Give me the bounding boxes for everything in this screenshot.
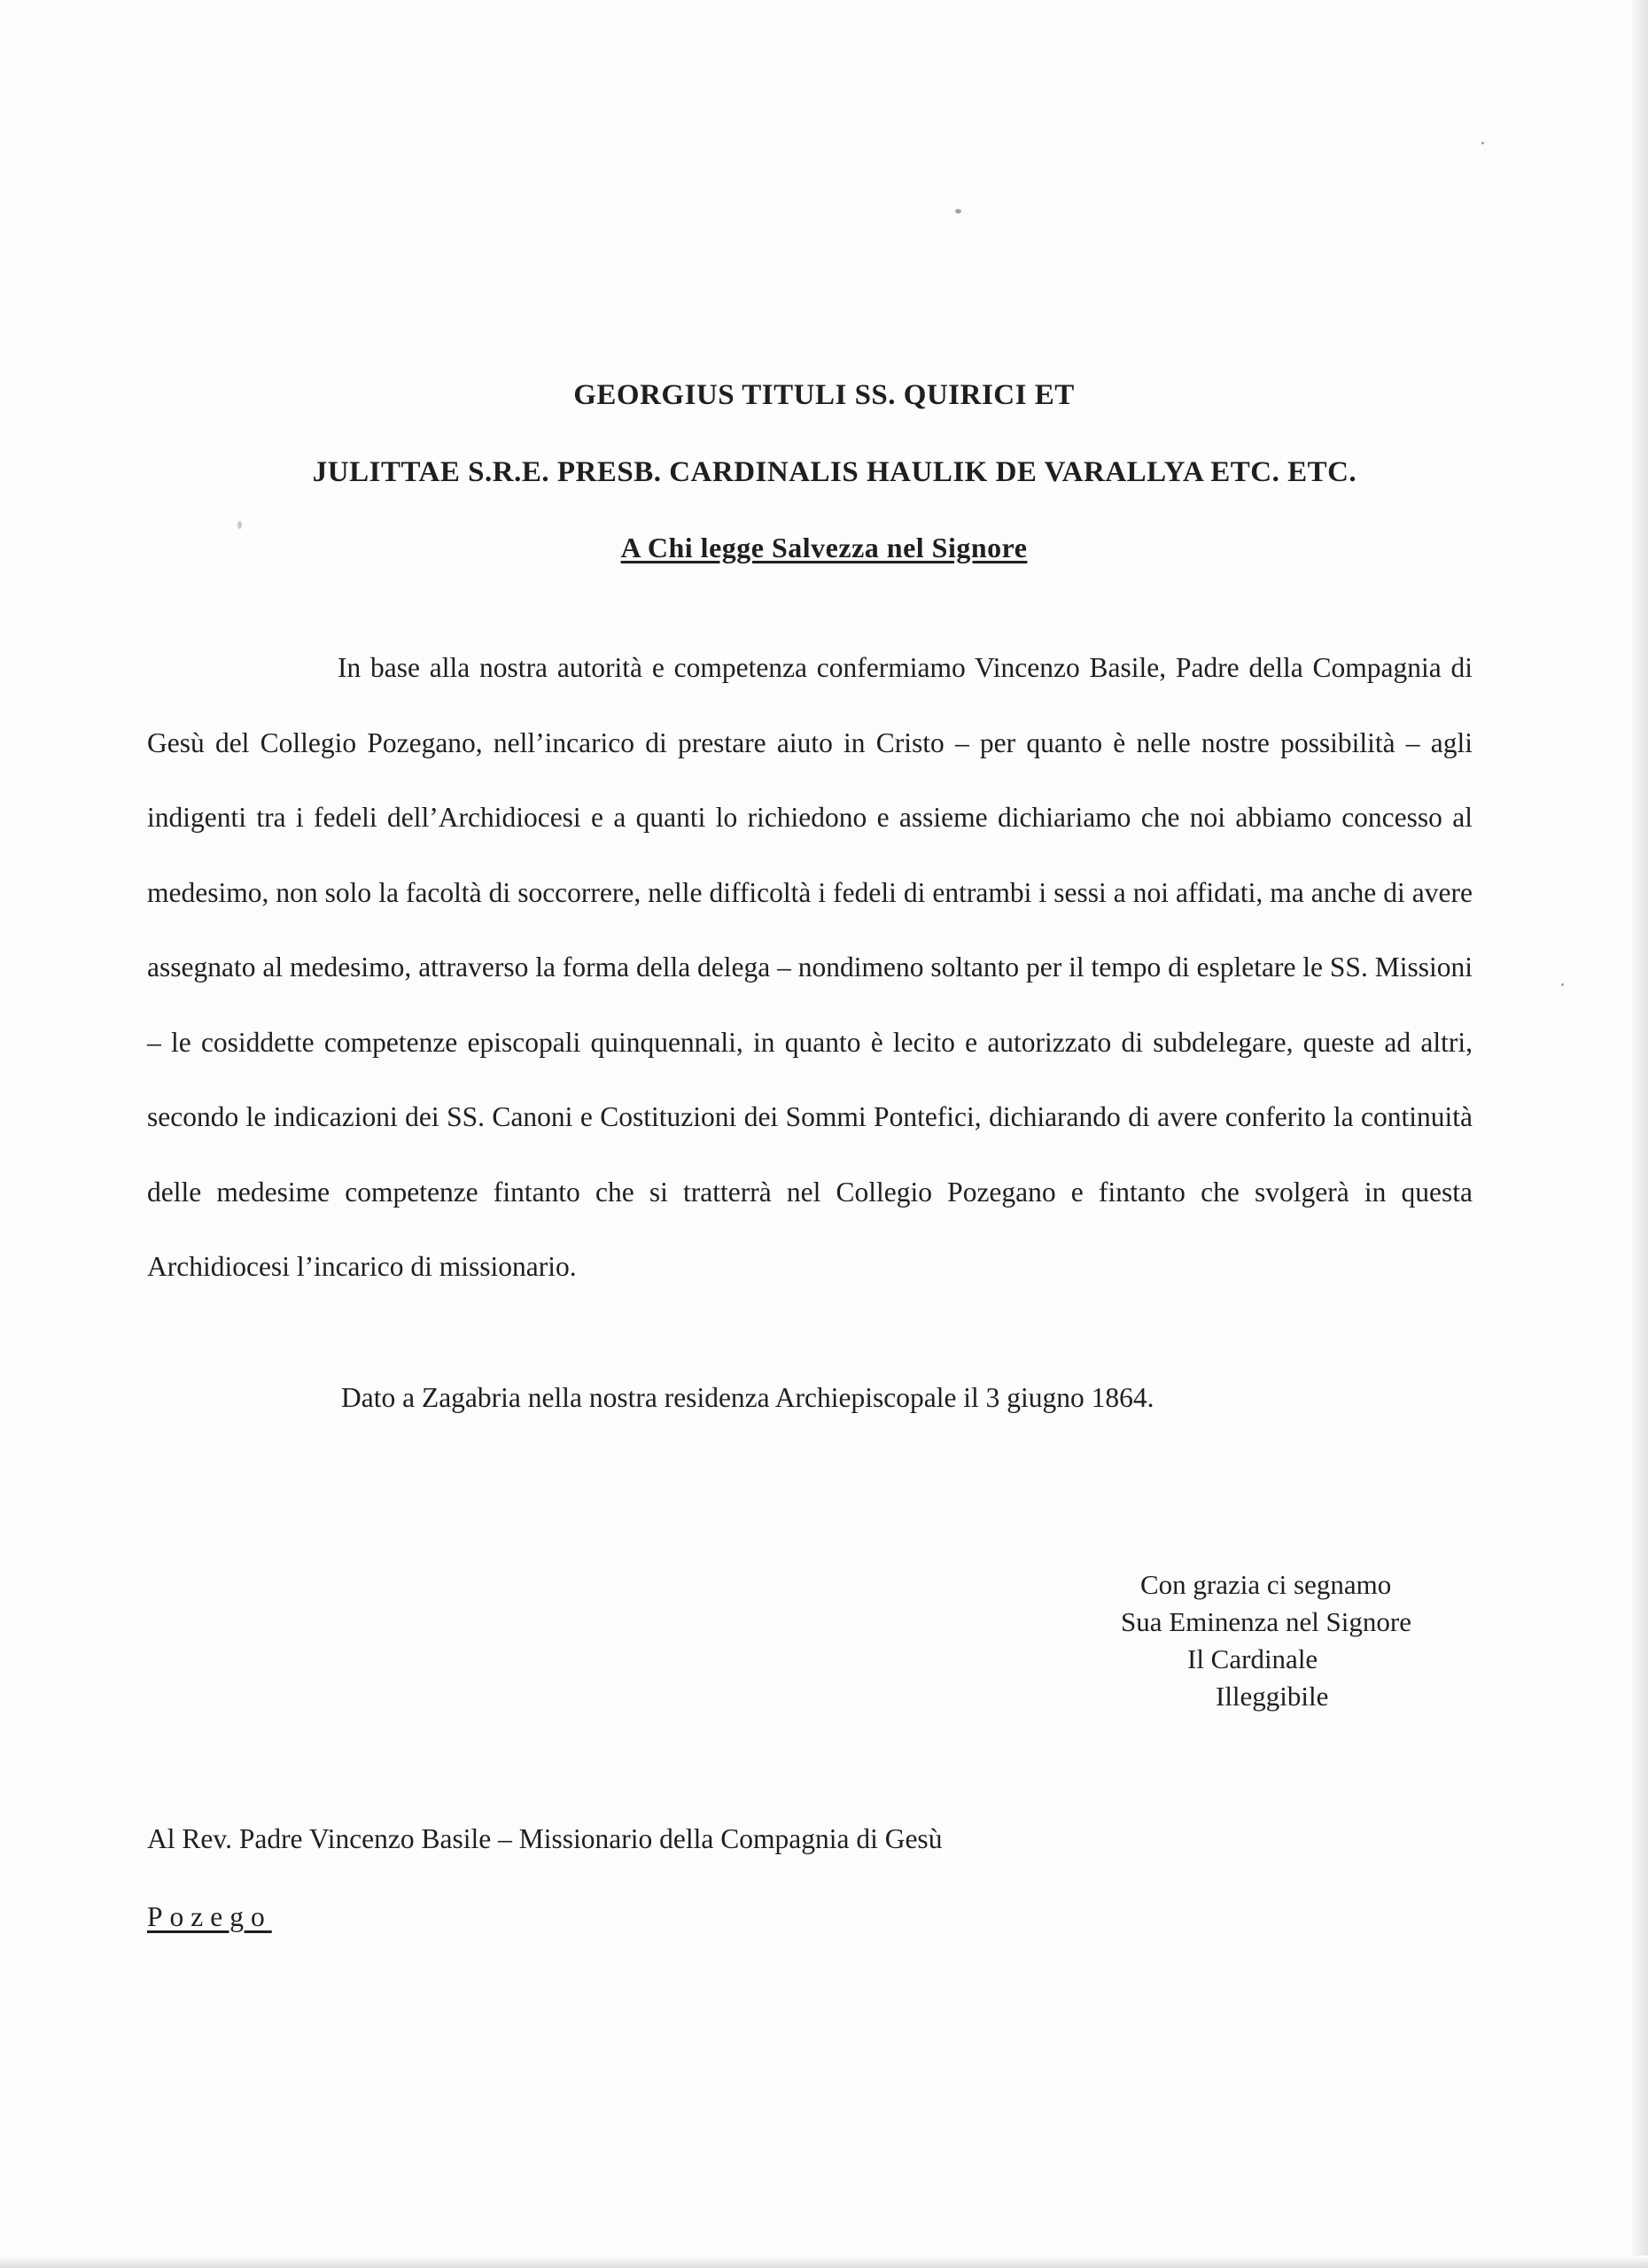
scan-edge-right bbox=[1632, 0, 1648, 2268]
scan-speck bbox=[237, 521, 242, 529]
signature-line-1: Con grazia ci segnamo bbox=[1140, 1569, 1392, 1600]
scan-speck bbox=[1481, 142, 1484, 144]
scan-speck bbox=[955, 209, 961, 214]
document-subheading: A Chi legge Salvezza nel Signore bbox=[620, 532, 1028, 563]
signature-line-3: Il Cardinale bbox=[1187, 1643, 1318, 1674]
scan-speck bbox=[1561, 983, 1564, 986]
signature-block bbox=[1121, 1566, 1411, 1715]
document-body-paragraph: In base alla nostra autorità e competenza confermiamo Vincenzo Basile, Padre della Compagnia di Gesù del Collegio Pozegano, nell’incarico di prestare aiuto in Cristo – per quanto è nelle nostre possibilità – agli indigenti tra i fedeli dell’Archidiocesi e a quanti lo richiedono e assieme dichiariamo che noi abbiamo concesso al medesimo, non solo la facoltà di soccorrere, nelle difficoltà i fedeli di entrambi i sessi a noi affidati, ma anche di avere assegnato al medesimo, attraverso la forma della delega – nondimeno soltanto per il tempo di espletare le SS. Missioni – le cosiddette competenze episcopali quinquennali, in quanto è lecito e autorizzato di subdelegare, queste ad altri, secondo le indicazioni dei SS. Canoni e Costituzioni dei Sommi Pontefici, dichiarando di avere conferito la continuità delle medesime competenze fintanto che si tratterrà nel Collegio Pozegano e fintanto che svolgerà in questa Archidiocesi l’incarico di missionario. bbox=[147, 652, 1473, 1282]
document-heading-line-2: JULITTAE S.R.E. PRESB. CARDINALIS HAULIK DE VARALLYA ETC. ETC. bbox=[312, 456, 1357, 488]
scan-edge-bottom bbox=[0, 2256, 1648, 2268]
document-heading-line-1: GEORGIUS TITULI SS. QUIRICI ET bbox=[573, 379, 1075, 411]
document-date-line: Dato a Zagabria nella nostra residenza Archiepiscopale il 3 giugno 1864. bbox=[341, 1382, 1154, 1413]
addressee-place: Pozego bbox=[147, 1901, 272, 1932]
signature-line-2: Sua Eminenza nel Signore bbox=[1121, 1606, 1411, 1637]
addressee-line: Al Rev. Padre Vincenzo Basile – Missionario della Compagnia di Gesù bbox=[147, 1823, 943, 1854]
signature-line-4: Illeggibile bbox=[1216, 1681, 1329, 1712]
